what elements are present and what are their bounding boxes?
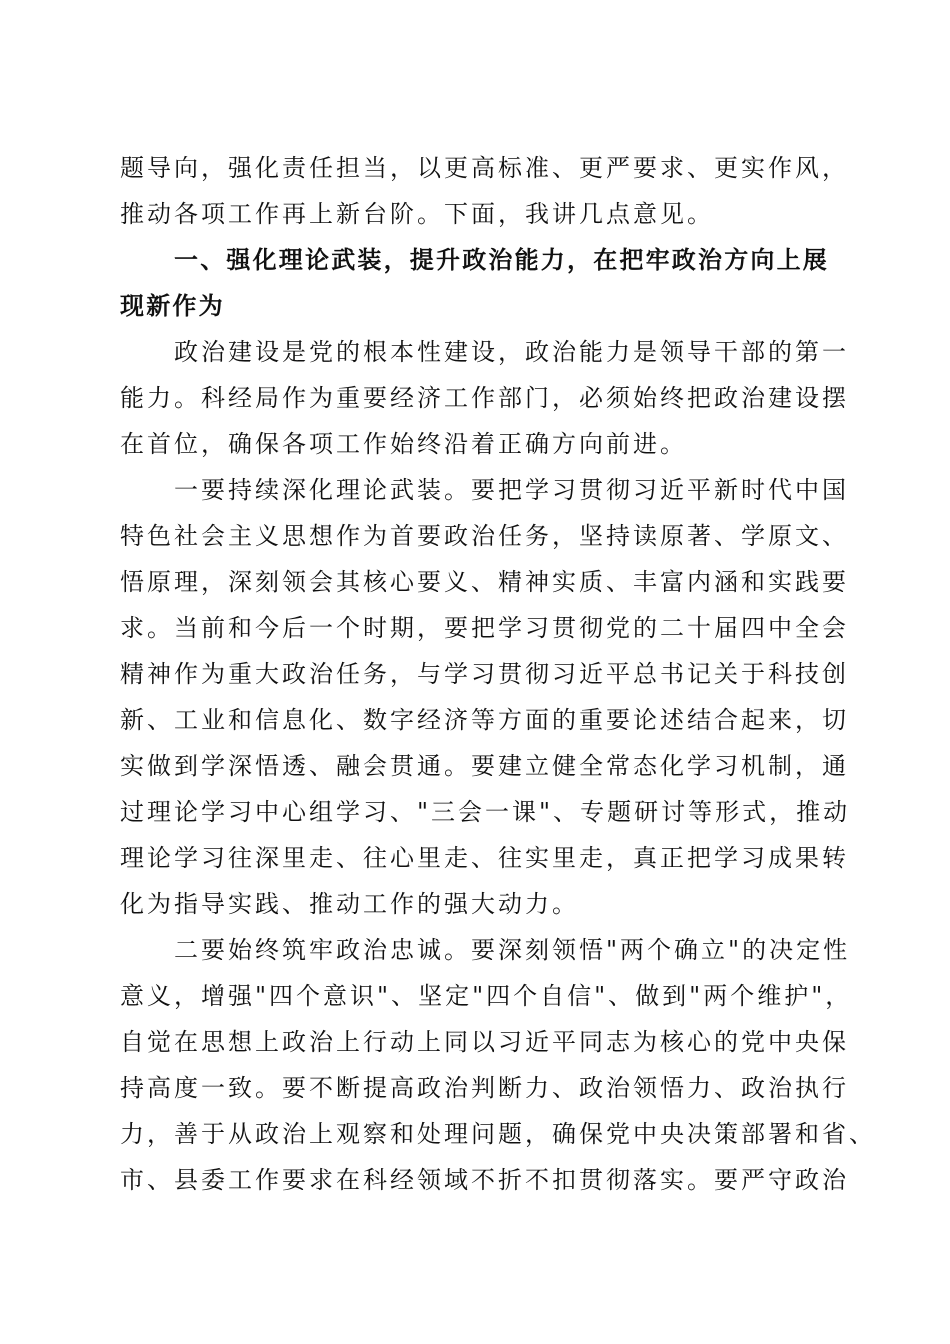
- paragraph-line: 能力。科经局作为重要经济工作部门，必须始终把政治建设摆: [120, 384, 849, 412]
- paragraph-line: 二要始终筑牢政治忠诚。要深刻领悟"两个确立"的决定性: [174, 936, 851, 964]
- paragraph-line: 力，善于从政治上观察和处理问题，确保党中央决策部署和省、: [120, 1120, 876, 1148]
- paragraph-line: 一要持续深化理论武装。要把学习贯彻习近平新时代中国: [174, 476, 849, 504]
- paragraph-line: 新、工业和信息化、数字经济等方面的重要论述结合起来，切: [120, 706, 849, 734]
- paragraph-line: 悟原理，深刻领会其核心要义、精神实质、丰富内涵和实践要: [120, 568, 849, 596]
- paragraph-line: 理论学习往深里走、往心里走、往实里走，真正把学习成果转: [120, 844, 849, 872]
- paragraph-line: 实做到学深悟透、融会贯通。要建立健全常态化学习机制，通: [120, 752, 849, 780]
- section-heading-line: 现新作为: [120, 292, 225, 320]
- paragraph-line: 在首位，确保各项工作始终沿着正确方向前进。: [120, 430, 687, 458]
- paragraph-line: 精神作为重大政治任务，与学习贯彻习近平总书记关于科技创: [120, 660, 849, 688]
- paragraph-line: 过理论学习中心组学习、"三会一课"、专题研讨等形式，推动: [120, 798, 851, 826]
- paragraph-line: 持高度一致。要不断提高政治判断力、政治领悟力、政治执行: [120, 1074, 849, 1102]
- paragraph-line: 化为指导实践、推动工作的强大动力。: [120, 890, 579, 918]
- paragraph-line: 求。当前和今后一个时期，要把学习贯彻党的二十届四中全会: [120, 614, 849, 642]
- paragraph-line: 市、县委工作要求在科经领域不折不扣贯彻落实。要严守政治: [120, 1166, 849, 1194]
- paragraph-line: 意义，增强"四个意识"、坚定"四个自信"、做到"两个维护"，: [120, 982, 853, 1010]
- paragraph-line: 推动各项工作再上新台阶。下面，我讲几点意见。: [120, 200, 714, 228]
- paragraph-line: 题导向，强化责任担当，以更高标准、更严要求、更实作风，: [120, 154, 849, 182]
- document-body: [120, 145, 876, 1203]
- paragraph-line: 政治建设是党的根本性建设，政治能力是领导干部的第一: [174, 338, 849, 366]
- paragraph-line: 特色社会主义思想作为首要政治任务，坚持读原著、学原文、: [120, 522, 849, 550]
- paragraph-line: 自觉在思想上政治上行动上同以习近平同志为核心的党中央保: [120, 1028, 849, 1056]
- section-heading-line: 一、强化理论武装，提升政治能力，在把牢政治方向上展: [174, 246, 829, 274]
